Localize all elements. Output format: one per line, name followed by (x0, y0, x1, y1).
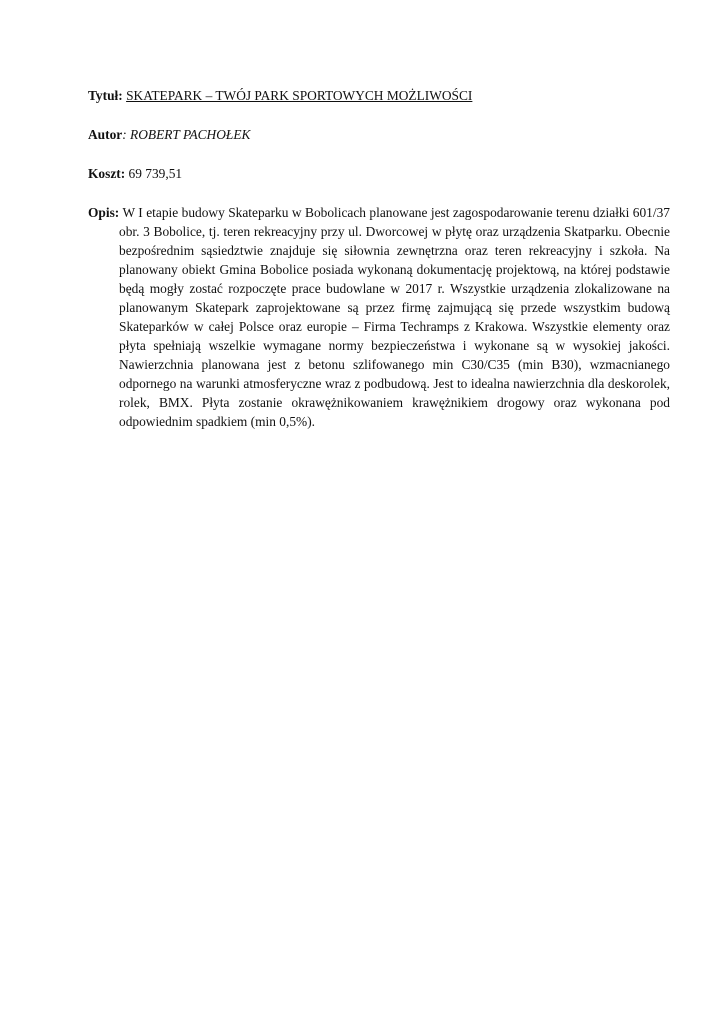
cost-label: Koszt: (88, 166, 126, 181)
author-label: Autor (88, 127, 123, 142)
title-value: SKATEPARK – TWÓJ PARK SPORTOWYCH MOŻLIWOŚCI (126, 88, 473, 103)
document-page (88, 86, 670, 444)
title-label: Tytuł: (88, 88, 123, 103)
cost-value: 69 739,51 (128, 166, 183, 181)
author-value: ROBERT PACHOŁEK (130, 127, 251, 142)
title-field (88, 86, 670, 105)
cost-field (88, 164, 670, 183)
description-field (88, 203, 670, 431)
author-label-colon: : (122, 127, 127, 142)
description-label: Opis: (88, 205, 120, 220)
author-field (88, 125, 670, 144)
description-text: W I etapie budowy Skateparku w Bobolicach planowane jest zagospodarowanie terenu działki 601/37 obr. 3 Bobolice, tj. teren rekreacyjny przy ul. Dworcowej w płytę oraz urządzenia Skatparku. Obecnie bezpośrednim sąsiedztwie znajduje się siłownia zewnętrzna oraz teren rekreacyjny i szkoła. Na planowany obiekt Gmina Bobolice posiada wykonaną dokumentację projektową, na której podstawie będą mogły zostać rozpoczęte prace budowlane w 2017 r. Wszystkie urządzenia zlokalizowane na planowanym Skatepark zaprojektowane są przez firmę zajmującą się przede wszystkim budową Skateparków w całej Polsce oraz europie – Firma Techramps z Krakowa. Wszystkie elementy oraz płyta spełniają wszelkie wymagane normy bezpieczeństwa i wykonane są w wysokiej jakości. Nawierzchnia planowana jest z betonu szlifowanego min C30/C35 (min B30), wzmacnianego odpornego na warunki atmosferyczne wraz z podbudową. Jest to idealna nawierzchnia dla deskorolek, rolek, BMX. Płyta zostanie okrawężnikowaniem krawężnikiem drogowy oraz wykonana pod odpowiednim spadkiem (min 0,5%). (119, 205, 670, 429)
